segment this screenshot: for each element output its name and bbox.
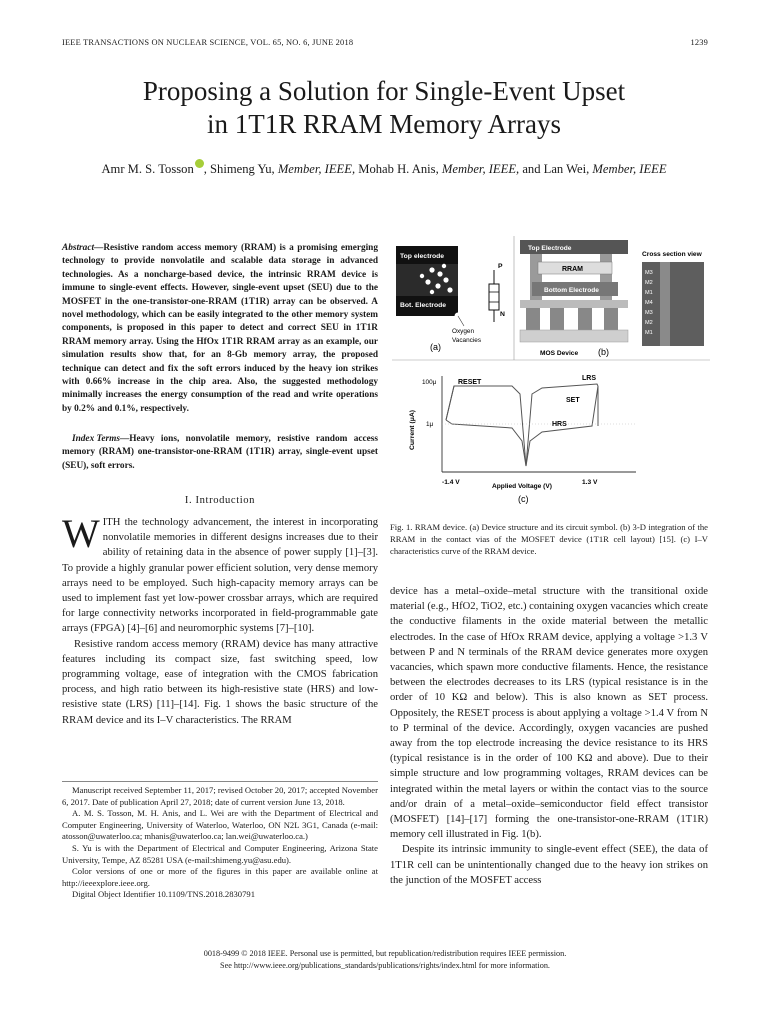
fig-label: Cross section view [642,251,702,258]
copyright-footer [62,948,708,971]
iv-lrs-label: LRS [582,375,596,382]
footnote: Digital Object Identifier 10.1109/TNS.2018.2830791 [72,889,255,900]
copyright-line: 0018-9499 © 2018 IEEE. Personal use is permitted, but republication/redistribution requires IEEE permission. [203,949,567,958]
metal-label: M2 [645,320,653,326]
subfig-label-b: (b) [598,347,609,357]
metal-label: M2 [645,280,653,286]
subfig-label-c: (c) [518,494,529,504]
section-heading: I. Introduction [184,495,256,506]
footnote-divider [62,781,378,782]
iv-x-axis-label: Applied Voltage (V) [492,483,552,490]
metal-label: M3 [645,270,653,276]
abstract [62,242,378,416]
footnote: A. M. S. Tosson, M. H. Anis, and L. Wei are with the Department of Electrical and Computer Engineering, University of Waterloo, Waterloo, ON N2L 3G1, Canada (e-mail: atosson@uwaterloo.ca; mhanis@uwaterloo.ca; lan.wei@uwaterloo.ca.) [62,808,378,842]
metal-label: M4 [645,300,653,306]
caption-text: RRAM device. (a) Device structure and its circuit symbol. (b) 3-D integration of the RRAM in the contact vias of the MOSFET device (1T1R cell layout) [15]. (c) I–V characteristics curve of the RRAM device. [390,522,708,556]
iv-x-tick: -1.4 V [442,479,460,486]
intro-paragraph-2: Resistive random access memory (RRAM) device has many attractive features including its compact size, fast switching speed, low programming voltage, ease of integration with the CMOS fabrication process, and high ratio between its high-resistive state (HRS) and low-resistive state (LRS) [11]–[14]. Fig. 1 shows the basic structure of the RRAM device and its I–V characteristics. The RRAM [62,638,378,726]
author-name: Amr M. S. Tosson [101,162,194,176]
intro-paragraph-1-text: ITH the technology advancement, the interest in incorporating nonvolatile memories in different designs increases due to their ability of retaining data in the absence of power supply [1]–[3]. To provide a highly granular power efficient solution, very dense memory arrays need to be employed. Such high-capacity memory arrays can be used to implement fast yet low-power crossbar arrays, which are required for large connectivity networks incorporated in field-programmable gate arrays (FPGA) [4]–[6] and neuromorphic systems [7]–[10]. [62,517,378,635]
intro-paragraph-1 [62,511,378,637]
fig-label: Oxygen [452,328,475,335]
fig-label: Bottom Electrode [544,287,599,294]
abstract-label: Abstract [62,243,95,253]
metal-label: M1 [645,290,653,296]
iv-y-axis-label: Current (μA) [409,409,416,450]
author-membership: Member, IEEE, [277,162,356,176]
rram-circuit-symbol [489,284,499,310]
fig-label: Top electrode [400,253,445,260]
figure-1 [392,236,710,508]
figure-caption [390,521,708,557]
author-name: and Lan Wei, [519,162,593,176]
index-terms-text: Heavy ions, nonvolatile memory, resistive random access memory (RRAM) one-transistor-one-RRAM (1T1R) array, single-event upset (SEU), soft errors. [62,434,378,471]
subfig-label-a: (a) [430,342,441,352]
body-paragraph: device has a metal–oxide–metal structure with the transitional oxide material (e.g., HfO2, TiO2, etc.) containing oxygen vacancies which create the conductive filaments in the oxide material between the metallic electrodes. In the case of HfOx RRAM device, applying a voltage >1.3 V between P and N terminals of the RRAM device generates more oxygen vacancies, which spawn more conductive filaments. Hence, the resistance between the electrodes decreases to its LRS (typical resistance is in the order of 10 KΩ and below). This is also known as SET process. Oppositely, the RESET process is about applying a voltage >1.4 V from N to P terminal of the device. Accordingly, oxygen vacancies are pushed away from the top electrode increasing the device resistance to its HRS (typical resistance is in the order of 100 KΩ and above). Due to their simple structure and low programming voltages, RRAM devices can be integrated within the metal layers or within the contact vias to the source and/or drain of a metal–oxide–semiconductor field effect transistor (MOSFET) [14]–[17] forming the one-transistor-one-RRAM (1T1R) memory cell illustrated in Fig. 1(b). [390,586,708,841]
contact-pillar [526,308,540,330]
title-line-1: Proposing a Solution for Single-Event Upset [142,76,626,106]
iv-y-tick: 1μ [426,421,434,428]
iv-reset-transition [446,386,454,420]
abstract-text: Resistive random access memory (RRAM) is a promising emerging technology to provide nonvolatile and scalable data storage in advanced technologies. As a noncharge-based device, the intrinsic RRAM device is immune to single-event effects. However, single-event upset (SEU) due to the MOSFET in the one-transistor-one-RRAM (1T1R) array can be observed. A novel methodology, which can be easily integrated to the other memory system components, is proposed in this paper to detect and correct SEU in 1T1R RRAM memory array. Using the HfOx 1T1R RRAM array as an example, our simulation results show that, for an 8-Gb memory array, the proposed technique can detect and fix the soft errors induced by the heavy ion strikes with 0.66% increase in the chip area. Also, the suggested methodology minimally increases the energy consumption of the read and write operations by 0.2% and 0.1%, respectively. [62,243,378,414]
index-terms-dash: — [119,434,130,444]
fig-label: Vacancies [452,337,482,344]
terminal-p-label: P [498,263,503,270]
iv-x-tick: 1.3 V [582,479,598,486]
body-paragraph: Despite its intrinsic immunity to single-event effect (SEE), the data of 1T1R cell can be unintentionally changed due to the heavy ion strikes on the junction of the MOSFET access [390,844,708,886]
metal-label: M1 [645,330,653,336]
iv-reset-label: RESET [458,379,482,386]
mos-device-3d [520,330,628,342]
abstract-dash: — [94,243,104,253]
footnote: Manuscript received September 11, 2017; revised October 20, 2017; accepted November 6, 2017. Date of publication April 27, 2018; date of current version June 13, 2018. [62,785,378,807]
rights-line: See http://www.ieee.org/publications_standards/publications/rights/index.html for more information. [220,960,550,970]
iv-y-tick: 100μ [422,379,437,386]
right-column-body [390,584,708,888]
author-membership: Member, IEEE [592,162,667,176]
page-number: 1239 [690,38,708,47]
cross-section-via [660,262,670,346]
contact-pillar [578,308,592,330]
contact-pillar [604,308,618,330]
footnotes [62,785,378,901]
index-terms [62,433,378,473]
metal-layer-3d [520,300,628,308]
metal-label: M3 [645,310,653,316]
terminal-n-label: N [500,311,505,318]
contact-pillar [550,308,564,330]
caption-figure-number: Fig. 1. [390,522,413,532]
paper-title [0,75,768,141]
introduction-body [62,511,378,728]
author-name: Mohab H. Anis, [355,162,442,176]
fig-label: RRAM [562,266,583,273]
fig-label: Top Electrode [528,245,572,252]
running-header: IEEE TRANSACTIONS ON NUCLEAR SCIENCE, VOL. 65, NO. 6, JUNE 2018 [62,38,354,47]
footnote: Color versions of one or more of the figures in this paper are available online at http://ieeexplore.ieee.org. [62,866,378,888]
index-terms-label: Index Terms [72,434,120,444]
footnote: S. Yu is with the Department of Electrical and Computer Engineering, Arizona State University, Tempe, AZ 85281 USA (e-mail:shimeng.yu@asu.edu). [62,842,378,865]
iv-hrs-label: HRS [552,421,567,428]
title-line-2: in 1T1R RRAM Memory Arrays [207,109,561,139]
fig-label: Bot. Electrode [400,302,447,309]
iv-set-label: SET [566,397,580,404]
author-membership: Member, IEEE, [441,162,520,176]
fig-label: MOS Device [540,350,579,357]
orcid-icon[interactable] [195,159,204,168]
author-list [0,159,768,177]
drop-cap: W [62,511,100,556]
author-name: , Shimeng Yu, [203,162,278,176]
